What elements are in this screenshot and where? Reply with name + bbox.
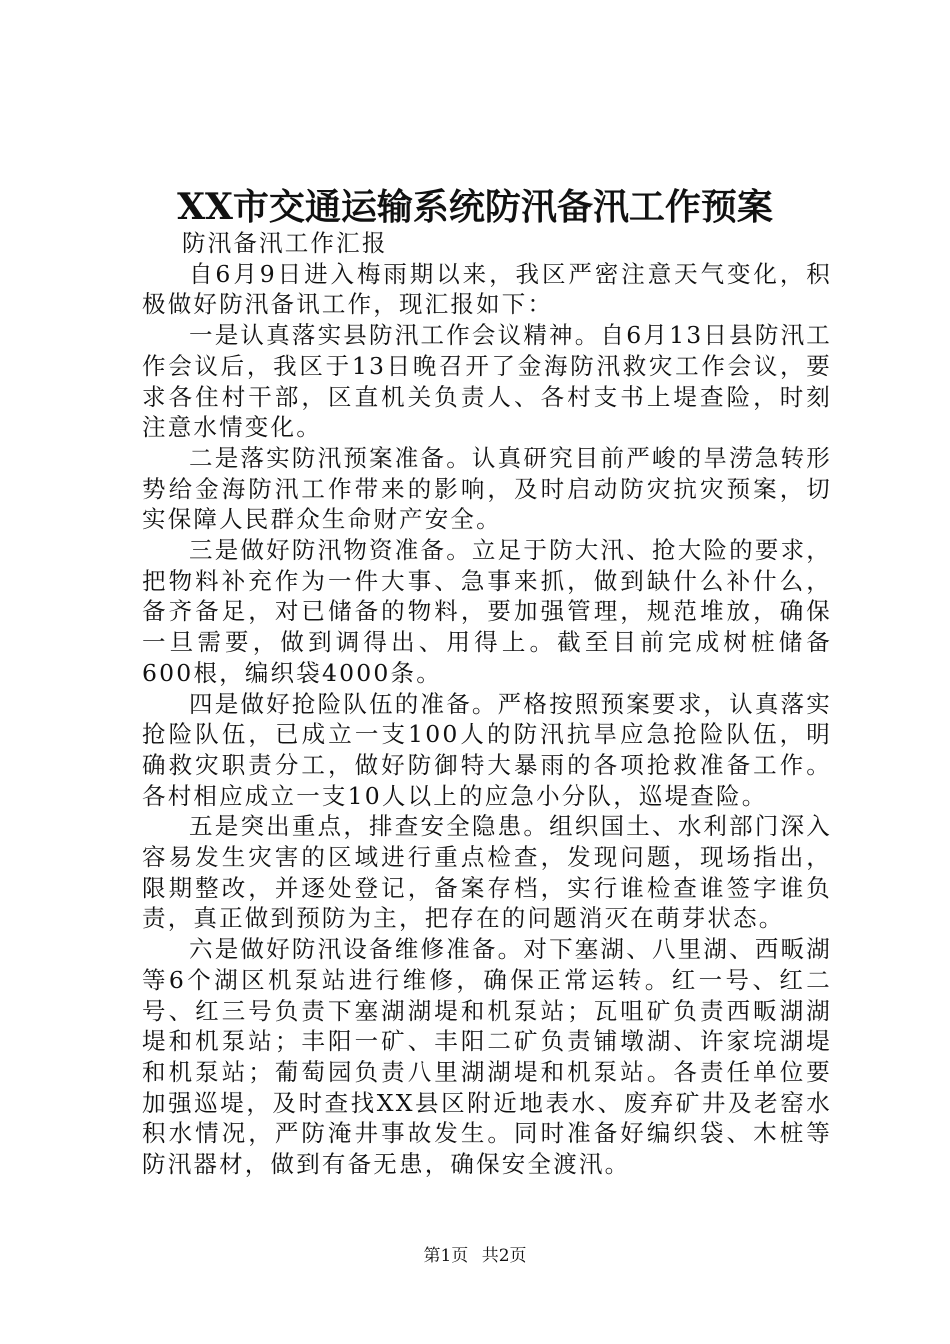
paragraph-item-2: 二是落实防汛预案准备。认真研究目前严峻的旱涝急转形势给金海防汛工作带来的影响，及时启动防灾抗灾预案，切实保障人民群众生命财产安全。 <box>142 443 832 534</box>
page-footer: 第1页 共2页 <box>423 1246 527 1266</box>
report-subtitle: 防汛备汛工作汇报 <box>181 229 388 257</box>
paragraph-item-1: 一是认真落实县防汛工作会议精神。自6月13日县防汛工作会议后，我区于13日晚召开了金海防汛救灾工作会议，要求各住村干部，区直机关负责人、各村支书上堤查险，时刻注意水情变化。 <box>142 321 832 442</box>
paragraph-item-4: 四是做好抢险队伍的准备。严格按照预案要求，认真落实抢险队伍，已成立一支100人的防汛抗旱应急抢险队伍，明确救灾职责分工，做好防御特大暴雨的各项抢救准备工作。各村相应成立一支10人以上的应急小分队，巡堤查险。 <box>142 689 832 810</box>
document-title: XX市交通运输系统防汛备汛工作预案 <box>177 186 773 228</box>
paragraph-item-5: 五是突出重点，排查安全隐患。组织国土、水利部门深入容易发生灾害的区域进行重点检查，发现问题，现场指出，限期整改，并逐处登记，备案存档，实行谁检查谁签字谁负责，真正做到预防为主，把存在的问题消灭在萌芽状态。 <box>142 812 832 933</box>
paragraph-item-3: 三是做好防汛物资准备。立足于防大汛、抢大险的要求，把物料补充作为一件大事、急事来抓，做到缺什么补什么，备齐备足，对已储备的物料，要加强管理，规范堆放，确保一旦需要，做到调得出、用得上。截至目前完成树桩储备600根，编织袋4000条。 <box>142 536 832 687</box>
paragraph-intro: 自6月9日进入梅雨期以来，我区严密注意天气变化，积极做好防汛备讯工作，现汇报如下： <box>142 259 832 319</box>
paragraph-item-6: 六是做好防汛设备维修准备。对下塞湖、八里湖、西畈湖等6个湖区机泵站进行维修，确保正常运转。红一号、红二号、红三号负责下塞湖湖堤和机泵站；瓦咀矿负责西畈湖湖堤和机泵站；丰阳一矿、丰阳二矿负责铺墩湖、许家垸湖堤和机泵站；葡萄园负责八里湖湖堤和机泵站。各责任单位要加强巡堤，及时查找XX县区附近地表水、废弃矿井及老窑水积水情况，严防淹井事故发生。同时准备好编织袋、木桩等防汛器材，做到有备无患，确保安全渡汛。 <box>142 935 832 1179</box>
document-body <box>142 228 832 1180</box>
